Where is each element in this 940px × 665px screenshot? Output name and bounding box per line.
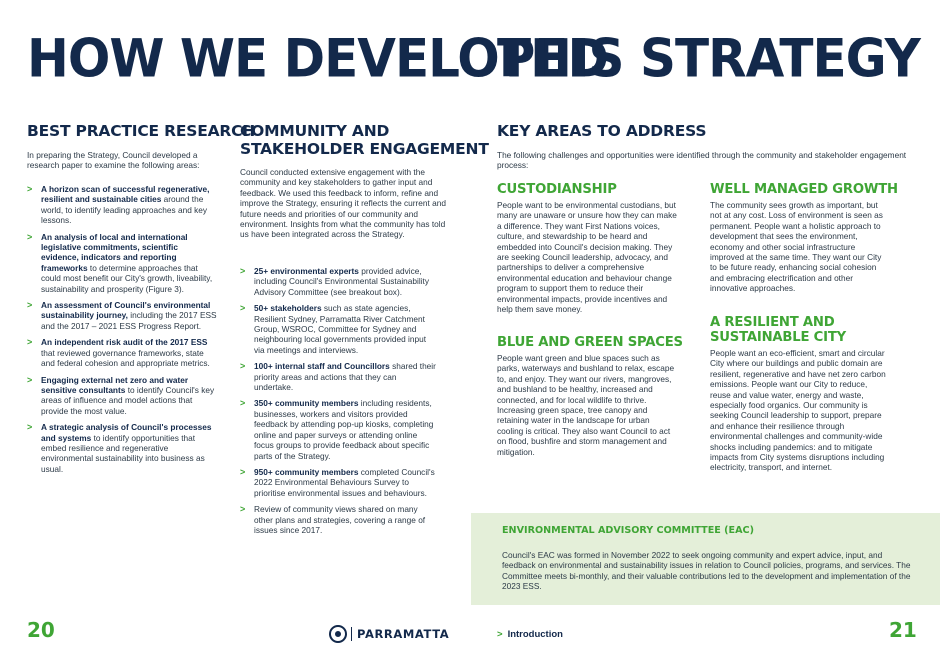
page-title-left: HOW WE DEVELOPED (27, 28, 609, 89)
community-intro: Council conducted extensive engagement with the community and key stakeholders to gather input and feedback. We used this feedback to inform, refine and improve the Strategy, ensuring it reflects the current and future needs and priorities of our community and environment. Insights from what the community has told us have been integrated across the Strategy. (240, 167, 446, 240)
list-item-text: shared their priority areas and actions that they can undertake. (254, 361, 436, 393)
growth-heading: WELL MANAGED GROWTH (710, 182, 898, 197)
chevron-right-icon: > (240, 266, 246, 276)
page-title-right: THIS STRATEGY (497, 28, 920, 89)
list-item-bold: Engaging external net zero and water sensitive consultants (41, 374, 189, 395)
resilient-heading-line1: A RESILIENT AND (710, 315, 835, 330)
list-item-text: provided advice, including Council's Environmental Sustainability Advisory Committee (see breakout box). (254, 266, 429, 297)
list-item-bold: An analysis of local and international legislative commitments, scientific evidence, indicators and reporting frameworks (41, 231, 188, 273)
eac-callout-box (471, 513, 940, 605)
list-item (240, 467, 438, 498)
list-item-text: including the 2017 ESS and the 2017 – 2021 ESS Progress Report. (41, 310, 217, 331)
list-item (27, 375, 217, 417)
key-areas-heading: KEY AREAS TO ADDRESS (497, 122, 707, 140)
list-item-text: to identify Council's key areas of influence and model actions that provide the most value. (41, 384, 215, 416)
resilient-text: People want an eco-efficient, smart and circular City where our buildings and public domain are resilient, regenerative and have net zero carbon emissions. People want our City to reduce, reuse and value water, energy and waste, especially food organics. Our community is seeking Council leadership to support, prepare and enhance their resilience through environmental challenges and community-wide shocks including pandemics: and to mitigate impacts from City systems disruptions including electricity, transport, and internet. (710, 348, 886, 473)
blue-green-text: People want green and blue spaces such as parks, waterways and bushland to relax, escape to, and enjoy. They want our rivers, mangroves, and bushland to be healthy, increased and connected, and for local wildlife to thrive. Increasing green space, tree canopy and retaining water in the landscape for urban cooling is critical. They also want Council to act on flood, bushfire and storm management and mitigation. (497, 353, 675, 457)
custodianship-text: People want to be environmental custodians, but many are unaware or unsure how they can make a difference. They want First Nations voices, culture, and stewardship to be heard and embedded into Council's decision making. They are seeking Council leadership, advocacy, and partnerships to deliver a comprehensive environmental education and behaviour change program to support them to reduce their environmental impacts, provide incentives and help them save money. (497, 200, 677, 315)
footer-section-label: Introduction (507, 629, 563, 640)
resilient-heading (710, 315, 846, 345)
key-areas-intro: The following challenges and opportunities were identified through the community and stakeholder engagement process: (497, 150, 907, 171)
list-item (27, 300, 217, 331)
chevron-right-icon: > (27, 374, 33, 385)
community-heading-line1: COMMUNITY AND (240, 122, 390, 140)
chevron-right-icon: > (240, 303, 246, 314)
footer-section-link[interactable] (497, 629, 563, 640)
chevron-right-icon: > (27, 231, 33, 242)
best-practice-intro: In preparing the Strategy, Council developed a research paper to examine the following areas: (27, 150, 200, 171)
list-item (27, 337, 217, 368)
list-item-text: to determine approaches that could most benefit our City's growth, liveability, sustainability and prosperity (Figure 3). (41, 262, 213, 294)
custodianship-heading: CUSTODIANSHIP (497, 182, 617, 197)
list-item (27, 422, 217, 474)
list-item (240, 266, 438, 297)
chevron-right-icon: > (240, 466, 246, 477)
community-heading (240, 122, 489, 158)
list-item-text: around the world, to identify leading approaches and key lessons. (41, 194, 208, 226)
chevron-right-icon: > (27, 300, 33, 311)
chevron-right-icon: > (27, 337, 33, 348)
list-item-text: Review of community views shared on many other plans and strategies, covering a range of issues since 2017. (254, 504, 426, 535)
parramatta-logo (329, 625, 449, 643)
community-list (240, 266, 438, 541)
list-item-text: that reviewed governance frameworks, state and federal cohesion and appropriate metrics. (41, 347, 210, 369)
list-item-bold: A horizon scan of successful regenerative, resilient and sustainable cities (41, 184, 210, 205)
city-seal-icon (329, 625, 347, 643)
list-item-bold: 350+ community members (254, 398, 359, 409)
chevron-right-icon: > (240, 398, 246, 409)
community-heading-line2: STAKEHOLDER ENGAGEMENT (240, 140, 489, 158)
list-item (240, 361, 438, 392)
chevron-right-icon: > (27, 422, 33, 433)
growth-text: The community sees growth as important, but not at any cost. Loss of environment is seen as permanent. People want a holistic approach to development that sees the environment, economy and other social infrastructure improved at the same time. They want our City to be future ready, enhancing social cohesion and embracing electrification and other innovative approaches. (710, 200, 883, 294)
list-item-text: including residents, businesses, workers and visitors provided feedback by attending pop-up kiosks, completing online and paper surveys or attending online focus groups to provide feedback about specific parts of the Strategy. (254, 398, 434, 461)
list-item-bold: 950+ community members (254, 466, 359, 477)
logo-wordmark: PARRAMATTA (357, 627, 450, 641)
chevron-right-icon: > (240, 361, 246, 372)
list-item-text: such as state agencies, Resilient Sydney, Parramatta River Catchment Group, WSROC, Committee for Sydney and neighbouring local governments provided input via meetings and interviews. (254, 303, 427, 355)
eac-heading: ENVIRONMENTAL ADVISORY COMMITTEE (EAC) (502, 525, 754, 536)
chevron-right-icon: > (240, 504, 246, 515)
best-practice-list (27, 184, 217, 480)
list-item-bold: 50+ stakeholders (254, 303, 322, 314)
logo-divider (351, 627, 352, 641)
list-item (240, 303, 438, 355)
blue-green-heading: BLUE AND GREEN SPACES (497, 335, 683, 350)
list-item (27, 232, 217, 294)
chevron-right-icon: > (27, 184, 33, 194)
list-item-bold: 100+ internal staff and Councillors (254, 361, 390, 372)
list-item (240, 504, 438, 535)
chevron-right-icon: > (497, 629, 503, 640)
page-number-left: 20 (27, 618, 55, 642)
list-item (240, 398, 438, 460)
list-item-bold: An assessment of Council's environmental sustainability journey, (41, 300, 211, 321)
eac-text: Council's EAC was formed in November 2022 to seek ongoing community and expert advice, input, and feedback on environmental and sustainability issues in relation to Council policies, programs, and services. The Committee meets bi-monthly, and their valuable contributions led to the development and implementation of the 2023 ESS. (502, 550, 911, 592)
list-item-bold: 25+ environmental experts (254, 266, 359, 276)
page-number-right: 21 (889, 618, 917, 642)
resilient-heading-line2: SUSTAINABLE CITY (710, 330, 847, 345)
list-item (27, 184, 217, 226)
list-item-bold: An independent risk audit of the 2017 ESS (41, 337, 208, 348)
list-item-bold: A strategic analysis of Council's processes and systems (41, 422, 212, 443)
list-item-text: to identify opportunities that embed resilience and regenerative environmental sustainability into business as usual. (41, 432, 205, 474)
list-item-text: completed Council's 2022 Environmental Behaviours Survey to prioritise environmental issues and behaviours. (254, 466, 435, 498)
best-practice-heading: BEST PRACTICE RESEARCH (27, 122, 256, 140)
